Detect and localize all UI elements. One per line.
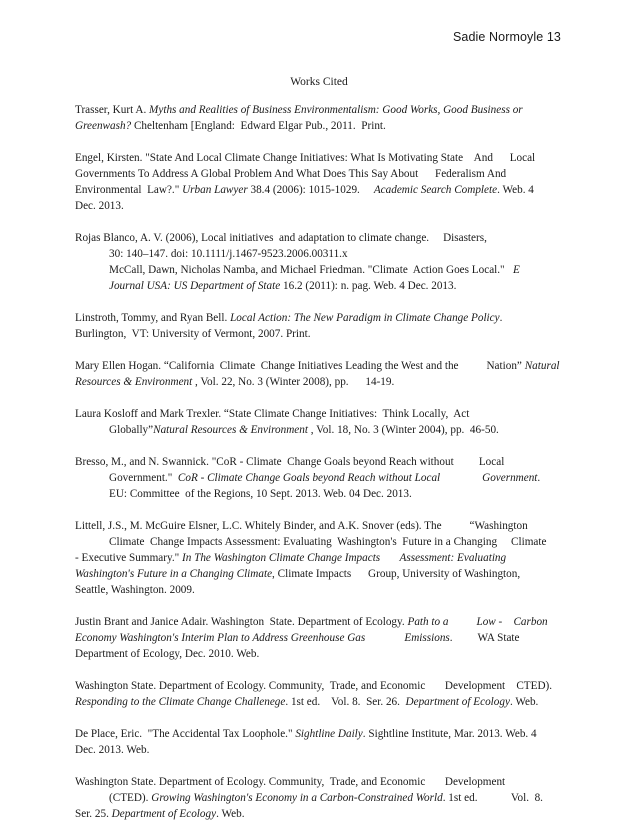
citation-text: , Climate Impacts Group, University of Washington, — [272, 568, 521, 580]
citation-entry — [75, 310, 563, 342]
citation-entry — [75, 678, 563, 710]
citation-text: , Vol. 22, No. 3 (Winter 2008), pp. 14-19. — [192, 376, 395, 388]
citation-entry — [75, 150, 563, 214]
citation-line — [75, 102, 563, 118]
citation-text: . — [537, 472, 541, 484]
citation-entry — [75, 406, 563, 438]
citation-text: Burlington, VT: University of Vermont, 2007. Print. — [75, 328, 311, 340]
citation-line — [75, 374, 563, 390]
citation-entry — [75, 614, 563, 662]
citation-text: . WA State — [449, 632, 520, 644]
citation-text: Engel, Kirsten. "State And Local Climate Change Initiatives: What Is Motivating State And Local — [75, 152, 536, 164]
citation-text: De Place, Eric. "The Accidental Tax Loophole." — [75, 728, 296, 740]
citation-line — [75, 246, 563, 262]
citation-line — [75, 742, 563, 758]
citation-line — [75, 678, 563, 694]
citation-line — [75, 806, 563, 822]
italic-text: Journal USA: US Department of State — [109, 280, 281, 292]
citation-text: . Web. 4 — [497, 184, 534, 196]
italic-text: Government — [482, 472, 538, 484]
italic-text: Department of Ecology — [405, 696, 510, 708]
citation-entry — [75, 230, 563, 294]
citation-text: Washington State. Department of Ecology. Community, Trade, and Economic Development CTED). — [75, 680, 553, 692]
italic-text: Academic Search Complete — [373, 184, 498, 196]
citation-entry — [75, 358, 563, 390]
italic-text: Responding to the Climate Change Challenege — [75, 696, 286, 708]
citation-text: . Web. — [216, 808, 245, 820]
italic-text: Washington's Future in a Changing Climate — [75, 568, 273, 580]
italic-text: Myths and Realities of Business Environmentalism: Good Works, Good Business or — [149, 104, 523, 116]
citation-line — [75, 454, 563, 470]
citation-text: Justin Brant and Janice Adair. Washington State. Department of Ecology. — [75, 616, 408, 628]
italic-text: Natural Resources & Environment — [153, 424, 308, 436]
citation-text: . 1st ed. Vol. 8. Ser. 26. — [285, 696, 406, 708]
italic-text: Sightline Daily — [295, 728, 363, 740]
citation-line — [75, 166, 563, 182]
italic-text: Path to a Low - Carbon — [407, 616, 548, 628]
citation-text: Dec. 2013. — [75, 200, 124, 212]
citation-text: Washington State. Department of Ecology. Community, Trade, and Economic Development — [75, 776, 506, 788]
italic-text: Resources & Environment — [75, 376, 193, 388]
citation-line — [75, 630, 563, 646]
citation-entry — [75, 454, 563, 502]
citation-line — [75, 726, 563, 742]
citation-text: Ser. 25. — [75, 808, 112, 820]
citation-line — [75, 694, 563, 710]
page-header: Sadie Normoyle 13 — [452, 30, 561, 44]
italic-text: Economy Washington's Interim Plan to Address Greenhouse Gas Emissions — [75, 632, 450, 644]
citation-entry — [75, 518, 563, 598]
italic-text: Greenwash? — [75, 120, 132, 132]
italic-text: E — [513, 264, 520, 276]
citation-line — [75, 326, 563, 342]
citation-text: . Web. — [509, 696, 539, 708]
citation-line — [75, 422, 563, 438]
page-title: Works Cited — [290, 76, 348, 88]
citation-text: Linstroth, Tommy, and Ryan Bell. — [75, 312, 231, 324]
citation-line — [75, 470, 563, 486]
citation-text: . 1st ed. Vol. 8. — [442, 792, 543, 804]
citation-line — [75, 518, 563, 534]
citation-line — [75, 182, 563, 198]
citation-text: , Vol. 18, No. 3 (Winter 2004), pp. 46-50. — [307, 424, 499, 436]
citation-entry — [75, 102, 563, 134]
citation-line — [75, 230, 563, 246]
italic-text: Department of Ecology — [111, 808, 217, 820]
citation-line — [75, 534, 563, 550]
citation-entry — [75, 726, 563, 758]
citation-text: . Sightline Institute, Mar. 2013. Web. 4 — [362, 728, 537, 740]
citation-line — [75, 406, 563, 422]
citation-line — [75, 566, 563, 582]
citation-line — [75, 486, 563, 502]
citation-text: Department of Ecology, Dec. 2010. Web. — [75, 648, 260, 660]
citation-text: Climate Change Impacts Assessment: Evaluating Washington's Future in a Changing Climate — [109, 536, 547, 548]
italic-text: In The Washington Climate Change Impacts Assessment: Evaluating — [182, 552, 507, 564]
citation-text: . — [499, 312, 503, 324]
citation-text — [440, 472, 482, 484]
italic-text: Local Action: The New Paradigm in Climate Change Policy — [230, 312, 500, 324]
citation-text: Laura Kosloff and Mark Trexler. “State Climate Change Initiatives: Think Locally, Act — [75, 408, 470, 420]
citation-text: Cheltenham [England: Edward Elgar Pub., 2011. Print. — [131, 120, 386, 132]
citation-line — [75, 774, 563, 790]
citation-line — [75, 118, 563, 134]
citation-text: Mary Ellen Hogan. “California Climate Change Initiatives Leading the West and the Nation” — [75, 360, 525, 372]
citation-text: Seattle, Washington. 2009. — [75, 584, 195, 596]
citation-line — [75, 278, 563, 294]
citation-text: Governments To Address A Global Problem And What Does This Say About Federalism And — [75, 168, 507, 180]
citation-entry — [75, 774, 563, 822]
citation-text: Dec. 2013. Web. — [75, 744, 150, 756]
citation-line — [75, 358, 563, 374]
citation-line — [75, 550, 563, 566]
citation-text: EU: Committee of the Regions, 10 Sept. 2013. Web. 04 Dec. 2013. — [109, 488, 412, 500]
citation-line — [75, 790, 563, 806]
citation-text: (CTED). — [109, 792, 152, 804]
italic-text: Natural — [524, 360, 560, 372]
citation-text: 16.2 (2011): n. pag. Web. 4 Dec. 2013. — [280, 280, 457, 292]
citation-line — [75, 614, 563, 630]
italic-text: Growing Washington's Economy in a Carbon-Constrained World — [151, 792, 443, 804]
citation-line — [75, 198, 563, 214]
works-cited-list — [75, 102, 563, 838]
citation-line — [75, 262, 563, 278]
citation-text: Bresso, M., and N. Swannick. "CoR - Climate Change Goals beyond Reach without Local — [75, 456, 505, 468]
citation-text: 30: 140–147. doi: 10.1111/j.1467-9523.2006.00311.x — [109, 248, 348, 260]
citation-text: Globally” — [109, 424, 154, 436]
citation-text: - Executive Summary." — [75, 552, 182, 564]
citation-text: McCall, Dawn, Nicholas Namba, and Michael Friedman. "Climate Action Goes Local." — [109, 264, 514, 276]
citation-text: 38.4 (2006): 1015-1029. — [247, 184, 374, 196]
citation-text: Littell, J.S., M. McGuire Elsner, L.C. Whitely Binder, and A.K. Snover (eds). The “Washington — [75, 520, 528, 532]
citation-text: Trasser, Kurt A. — [75, 104, 150, 116]
citation-text: Environmental Law?." — [75, 184, 183, 196]
italic-text: CoR - Climate Change Goals beyond Reach without Local — [177, 472, 441, 484]
citation-line — [75, 310, 563, 326]
citation-line — [75, 582, 563, 598]
citation-text: Government." — [109, 472, 178, 484]
citation-line — [75, 150, 563, 166]
citation-text: Rojas Blanco, A. V. (2006), Local initiatives and adaptation to climate change. Disasters, — [75, 232, 487, 244]
citation-line — [75, 646, 563, 662]
italic-text: Urban Lawyer — [182, 184, 248, 196]
